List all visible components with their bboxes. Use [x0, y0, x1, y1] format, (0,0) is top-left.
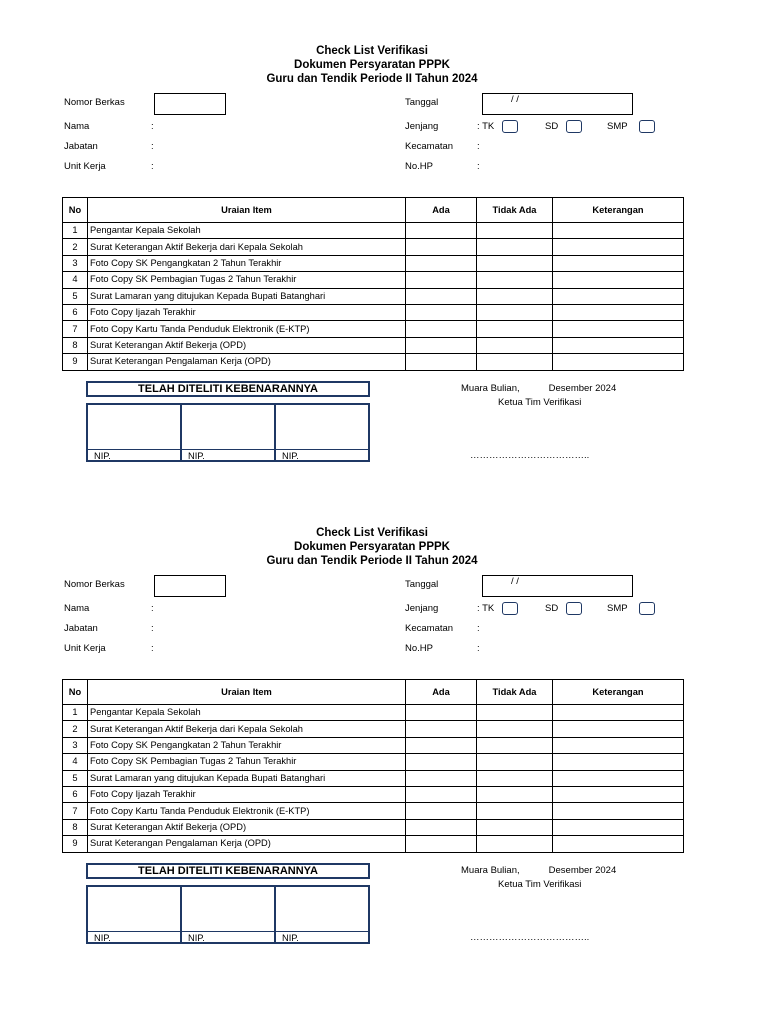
table-row: [63, 754, 684, 770]
ada-cell[interactable]: [406, 819, 477, 835]
header-uraian-item: Uraian Item: [88, 198, 406, 223]
verification-heading: TELAH DITELITI KEBENARANNYA: [86, 863, 370, 879]
row-no: 6: [63, 304, 88, 320]
tidak-ada-cell[interactable]: [477, 272, 553, 288]
place-date: Muara Bulian, Desember 2024: [461, 865, 617, 876]
keterangan-cell[interactable]: [553, 803, 684, 819]
tidak-ada-cell[interactable]: [477, 836, 553, 852]
signature-dots: ………………………………..: [470, 932, 590, 943]
row-no: 4: [63, 272, 88, 288]
row-no: 1: [63, 223, 88, 239]
row-no: 5: [63, 288, 88, 304]
table-row: [63, 721, 684, 737]
row-item: Surat Keterangan Aktif Bekerja (OPD): [88, 819, 406, 835]
table-row: [63, 819, 684, 835]
nomor-berkas-field[interactable]: [154, 93, 226, 115]
nama-label: Nama: [64, 603, 90, 614]
table-row: [63, 272, 684, 288]
row-no: 1: [63, 705, 88, 721]
nip-label: NIP.: [94, 451, 111, 461]
keterangan-cell[interactable]: [553, 737, 684, 753]
row-no: 7: [63, 803, 88, 819]
row-item: Surat Lamaran yang ditujukan Kepada Bupati Batanghari: [88, 770, 406, 786]
keterangan-cell[interactable]: [553, 786, 684, 802]
row-no: 8: [63, 819, 88, 835]
keterangan-cell[interactable]: [553, 239, 684, 255]
tidak-ada-cell[interactable]: [477, 754, 553, 770]
tidak-ada-cell[interactable]: [477, 786, 553, 802]
form-title-line1: Check List Verifikasi: [316, 45, 428, 57]
keterangan-cell[interactable]: [553, 721, 684, 737]
header-uraian-item: Uraian Item: [88, 680, 406, 705]
header-keterangan: Keterangan: [553, 198, 684, 223]
table-row: [63, 705, 684, 721]
kecamatan-label: Kecamatan: [405, 623, 454, 634]
row-item: Foto Copy SK Pembagian Tugas 2 Tahun Terakhir: [88, 272, 406, 288]
ada-cell[interactable]: [406, 770, 477, 786]
table-row: [63, 836, 684, 852]
ada-cell[interactable]: [406, 304, 477, 320]
row-item: Pengantar Kepala Sekolah: [88, 705, 406, 721]
row-item: Surat Keterangan Pengalaman Kerja (OPD): [88, 354, 406, 370]
nip-label: NIP.: [94, 933, 111, 943]
row-item: Foto Copy SK Pembagian Tugas 2 Tahun Terakhir: [88, 754, 406, 770]
unit-kerja-colon: :: [151, 161, 154, 172]
signature-cell[interactable]: [276, 887, 368, 942]
table-row: [63, 770, 684, 786]
table-row: [63, 354, 684, 370]
row-item: Foto Copy Kartu Tanda Penduduk Elektronik (E-KTP): [88, 803, 406, 819]
table-row: [63, 337, 684, 353]
row-item: Foto Copy Ijazah Terakhir: [88, 304, 406, 320]
keterangan-cell[interactable]: [553, 754, 684, 770]
tanggal-slashes: / /: [511, 94, 519, 105]
ada-cell[interactable]: [406, 354, 477, 370]
table-row: [63, 288, 684, 304]
verifier-role: Ketua Tim Verifikasi: [498, 879, 582, 890]
checklist-form: [0, 0, 768, 480]
ada-cell[interactable]: [406, 288, 477, 304]
signature-cell[interactable]: [182, 887, 276, 942]
keterangan-cell[interactable]: [553, 836, 684, 852]
verification-heading: TELAH DITELITI KEBENARANNYA: [86, 381, 370, 397]
sd-label: SD: [545, 121, 559, 132]
tidak-ada-cell[interactable]: [477, 770, 553, 786]
ada-cell[interactable]: [406, 721, 477, 737]
nama-colon: :: [151, 603, 154, 614]
form-title-line2: Dokumen Persyaratan PPPK: [294, 59, 450, 71]
header-ada: Ada: [406, 680, 477, 705]
nip-label: NIP.: [282, 933, 299, 943]
row-no: 9: [63, 836, 88, 852]
table-row: [63, 737, 684, 753]
place-date: Muara Bulian, Desember 2024: [461, 383, 617, 394]
row-no: 3: [63, 737, 88, 753]
form-title-line2: Dokumen Persyaratan PPPK: [294, 541, 450, 553]
signature-cell[interactable]: [88, 887, 182, 942]
tidak-ada-cell[interactable]: [477, 321, 553, 337]
header-keterangan: Keterangan: [553, 680, 684, 705]
jabatan-label: Jabatan: [64, 623, 98, 634]
signature-cell[interactable]: [88, 405, 182, 460]
smp-label: SMP: [607, 603, 628, 614]
header-tidak-ada: Tidak Ada: [477, 680, 553, 705]
row-no: 7: [63, 321, 88, 337]
form-title-line3: Guru dan Tendik Periode II Tahun 2024: [266, 73, 478, 85]
table-row: [63, 803, 684, 819]
no-hp-colon: :: [477, 643, 480, 654]
signature-cell[interactable]: [276, 405, 368, 460]
tidak-ada-cell[interactable]: [477, 705, 553, 721]
nama-label: Nama: [64, 121, 90, 132]
header-no: No: [63, 198, 88, 223]
sd-checkbox[interactable]: [566, 602, 582, 615]
table-header-row: [63, 198, 684, 223]
jabatan-label: Jabatan: [64, 141, 98, 152]
tk-checkbox[interactable]: [502, 602, 518, 615]
no-hp-label: No.HP: [405, 161, 433, 172]
tanggal-field[interactable]: [482, 93, 633, 115]
smp-checkbox[interactable]: [639, 602, 655, 615]
row-item: Surat Keterangan Aktif Bekerja dari Kepala Sekolah: [88, 721, 406, 737]
unit-kerja-colon: :: [151, 643, 154, 654]
tidak-ada-cell[interactable]: [477, 337, 553, 353]
ada-cell[interactable]: [406, 272, 477, 288]
signature-grid: [86, 403, 370, 462]
nama-colon: :: [151, 121, 154, 132]
form-title-line1: Check List Verifikasi: [316, 527, 428, 539]
ada-cell[interactable]: [406, 223, 477, 239]
tanggal-slashes: / /: [511, 576, 519, 587]
form-title-line3: Guru dan Tendik Periode II Tahun 2024: [266, 555, 478, 567]
row-no: 6: [63, 786, 88, 802]
keterangan-cell[interactable]: [553, 705, 684, 721]
checklist-form: [0, 482, 768, 962]
row-no: 2: [63, 721, 88, 737]
ada-cell[interactable]: [406, 321, 477, 337]
signature-grid: [86, 885, 370, 944]
keterangan-cell[interactable]: [553, 255, 684, 271]
keterangan-cell[interactable]: [553, 770, 684, 786]
keterangan-cell[interactable]: [553, 223, 684, 239]
tidak-ada-cell[interactable]: [477, 737, 553, 753]
tk-label: : TK: [477, 603, 495, 614]
no-hp-colon: :: [477, 161, 480, 172]
nip-label: NIP.: [282, 451, 299, 461]
row-item: Surat Keterangan Pengalaman Kerja (OPD): [88, 836, 406, 852]
tidak-ada-cell[interactable]: [477, 288, 553, 304]
row-item: Surat Keterangan Aktif Bekerja dari Kepala Sekolah: [88, 239, 406, 255]
header-tidak-ada: Tidak Ada: [477, 198, 553, 223]
nomor-berkas-field[interactable]: [154, 575, 226, 597]
row-item: Foto Copy Kartu Tanda Penduduk Elektronik (E-KTP): [88, 321, 406, 337]
keterangan-cell[interactable]: [553, 354, 684, 370]
row-item: Pengantar Kepala Sekolah: [88, 223, 406, 239]
table-header-row: [63, 680, 684, 705]
tidak-ada-cell[interactable]: [477, 255, 553, 271]
signature-cell[interactable]: [182, 405, 276, 460]
row-no: 4: [63, 754, 88, 770]
tidak-ada-cell[interactable]: [477, 239, 553, 255]
kecamatan-label: Kecamatan: [405, 141, 454, 152]
keterangan-cell[interactable]: [553, 288, 684, 304]
tk-checkbox[interactable]: [502, 120, 518, 133]
verifier-role: Ketua Tim Verifikasi: [498, 397, 582, 408]
row-item: Surat Lamaran yang ditujukan Kepada Bupati Batanghari: [88, 288, 406, 304]
kecamatan-colon: :: [477, 623, 480, 634]
ada-cell[interactable]: [406, 255, 477, 271]
keterangan-cell[interactable]: [553, 321, 684, 337]
table-row: [63, 321, 684, 337]
tidak-ada-cell[interactable]: [477, 354, 553, 370]
row-no: 2: [63, 239, 88, 255]
ada-cell[interactable]: [406, 337, 477, 353]
table-row: [63, 239, 684, 255]
nip-label: NIP.: [188, 451, 205, 461]
header-no: No: [63, 680, 88, 705]
keterangan-cell[interactable]: [553, 304, 684, 320]
row-no: 9: [63, 354, 88, 370]
row-item: Foto Copy SK Pengangkatan 2 Tahun Terakhir: [88, 255, 406, 271]
tidak-ada-cell[interactable]: [477, 819, 553, 835]
nomor-berkas-label: Nomor Berkas: [64, 579, 125, 590]
ada-cell[interactable]: [406, 754, 477, 770]
jabatan-colon: :: [151, 623, 154, 634]
row-no: 8: [63, 337, 88, 353]
keterangan-cell[interactable]: [553, 337, 684, 353]
row-item: Surat Keterangan Aktif Bekerja (OPD): [88, 337, 406, 353]
no-hp-label: No.HP: [405, 643, 433, 654]
tidak-ada-cell[interactable]: [477, 304, 553, 320]
table-row: [63, 304, 684, 320]
tidak-ada-cell[interactable]: [477, 803, 553, 819]
row-no: 3: [63, 255, 88, 271]
ada-cell[interactable]: [406, 786, 477, 802]
row-no: 5: [63, 770, 88, 786]
signature-dots: ………………………………..: [470, 450, 590, 461]
ada-cell[interactable]: [406, 239, 477, 255]
ada-cell[interactable]: [406, 803, 477, 819]
checklist-table: [62, 679, 684, 853]
unit-kerja-label: Unit Kerja: [64, 161, 106, 172]
tanggal-label: Tanggal: [405, 579, 439, 590]
nip-label: NIP.: [188, 933, 205, 943]
keterangan-cell[interactable]: [553, 819, 684, 835]
row-item: Foto Copy Ijazah Terakhir: [88, 786, 406, 802]
jenjang-label: Jenjang: [405, 603, 439, 614]
tanggal-field[interactable]: [482, 575, 633, 597]
sd-checkbox[interactable]: [566, 120, 582, 133]
sd-label: SD: [545, 603, 559, 614]
table-row: [63, 255, 684, 271]
tidak-ada-cell[interactable]: [477, 223, 553, 239]
tanggal-label: Tanggal: [405, 97, 439, 108]
unit-kerja-label: Unit Kerja: [64, 643, 106, 654]
ada-cell[interactable]: [406, 737, 477, 753]
tidak-ada-cell[interactable]: [477, 721, 553, 737]
smp-checkbox[interactable]: [639, 120, 655, 133]
ada-cell[interactable]: [406, 705, 477, 721]
table-row: [63, 786, 684, 802]
jabatan-colon: :: [151, 141, 154, 152]
smp-label: SMP: [607, 121, 628, 132]
tk-label: : TK: [477, 121, 495, 132]
header-ada: Ada: [406, 198, 477, 223]
nomor-berkas-label: Nomor Berkas: [64, 97, 125, 108]
checklist-table: [62, 197, 684, 371]
row-item: Foto Copy SK Pengangkatan 2 Tahun Terakhir: [88, 737, 406, 753]
kecamatan-colon: :: [477, 141, 480, 152]
table-row: [63, 223, 684, 239]
keterangan-cell[interactable]: [553, 272, 684, 288]
jenjang-label: Jenjang: [405, 121, 439, 132]
ada-cell[interactable]: [406, 836, 477, 852]
